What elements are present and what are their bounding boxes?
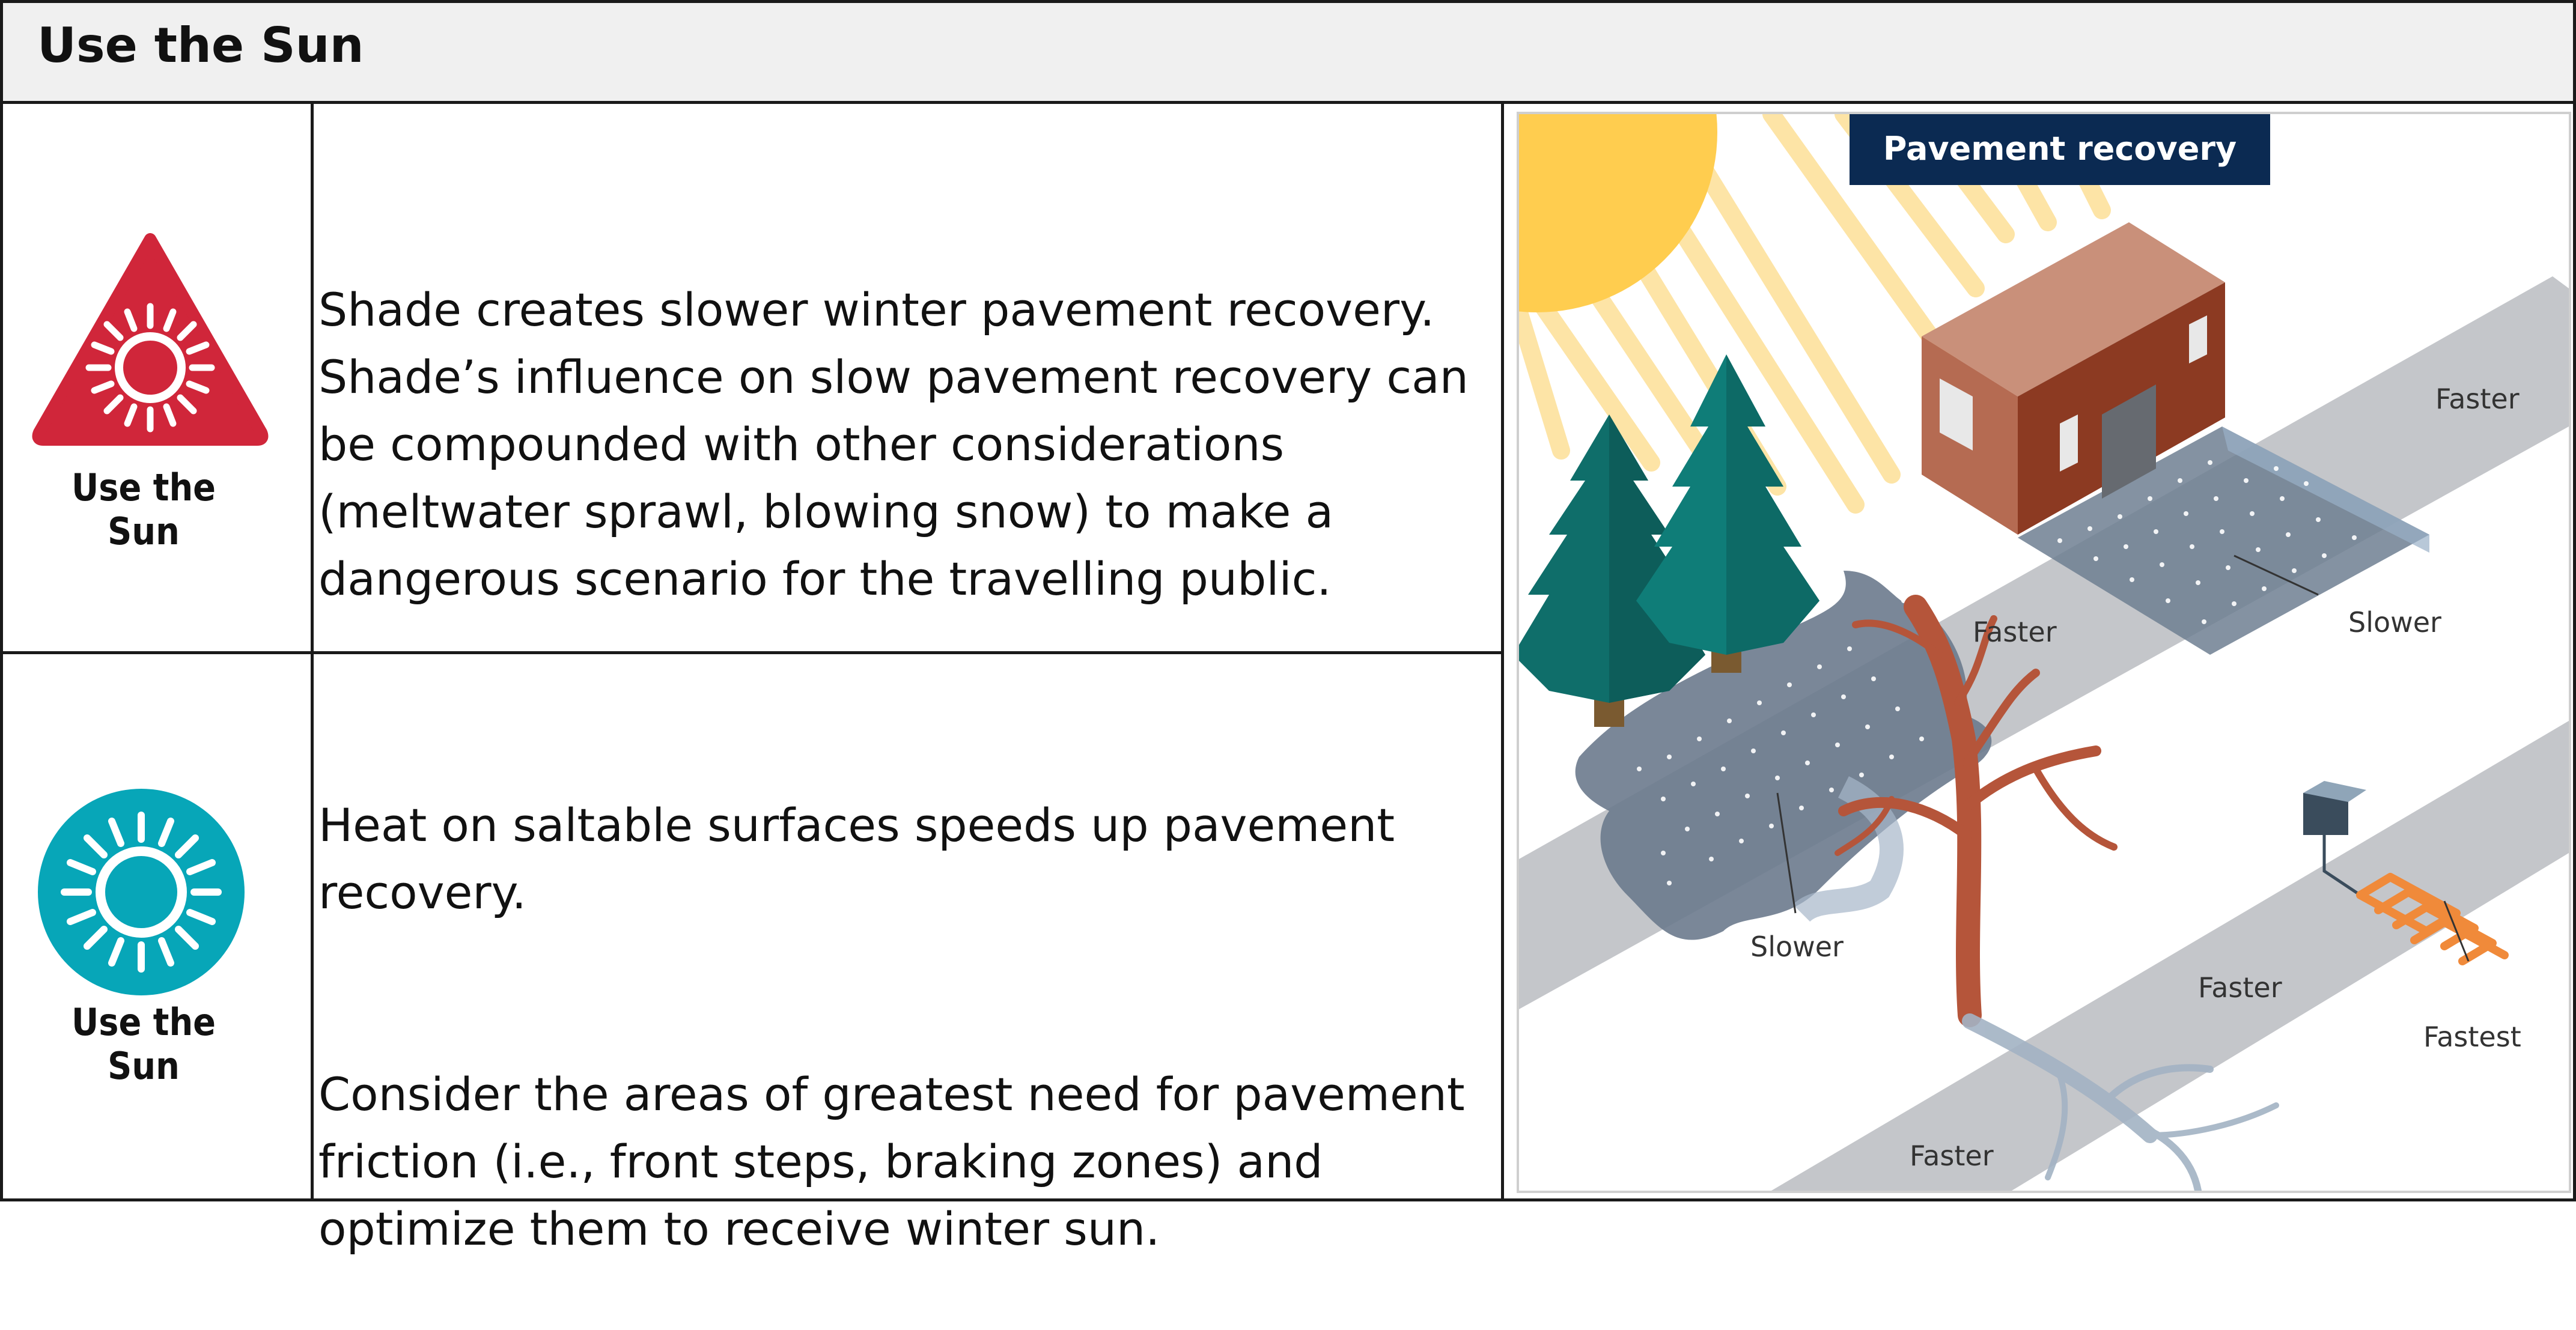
sun-circle-icon	[33, 784, 249, 1000]
icon-caption: Use the Sun	[71, 1000, 216, 1088]
icon-caption: Use the Sun	[71, 466, 216, 553]
row-2-paragraph-2: Consider the areas of greatest need for pavement friction (i.e., front steps, braking zones) and optimize them to receive winter sun.	[318, 1067, 1465, 1256]
table-header	[0, 0, 2576, 103]
table-border-header	[0, 101, 2576, 104]
label-faster-mid: Faster	[1973, 616, 2057, 648]
row-1-icon-cell	[6, 108, 306, 649]
row-1-paragraph: Shade creates slower winter pavement recovery. Shade’s influence on slow pavement recovery can be compounded with other considerations (meltwater sprawl, blowing snow) to make a dangerous scenario for the travelling public.	[318, 283, 1469, 606]
table-border-col1	[311, 102, 314, 1201]
row-2-paragraph-1: Heat on saltable surfaces speeds up pavement recovery.	[318, 798, 1395, 919]
table-border-left	[0, 0, 3, 1201]
pavement-illustration	[1517, 112, 2571, 1193]
label-faster-bottom: Faster	[1910, 1140, 1994, 1172]
label-fastest: Fastest	[2423, 1021, 2521, 1053]
illustration-title: Pavement recovery	[1883, 130, 2237, 168]
row-2-text	[318, 724, 1496, 1330]
label-faster-lower: Faster	[2198, 971, 2282, 1004]
table-border-top	[0, 0, 2576, 3]
row-2-icon-cell	[6, 658, 306, 1195]
table-border-col2	[1501, 102, 1504, 1201]
table-border-right	[2573, 0, 2576, 1201]
page-title: Use the Sun	[37, 17, 364, 73]
label-slower-building: Slower	[2348, 606, 2441, 639]
label-faster-top-right: Faster	[2435, 383, 2520, 415]
sun-shape	[1519, 114, 1717, 312]
row-1-text	[318, 209, 1496, 680]
label-slower-trees: Slower	[1750, 931, 1844, 963]
sun-triangle-icon	[30, 228, 270, 457]
